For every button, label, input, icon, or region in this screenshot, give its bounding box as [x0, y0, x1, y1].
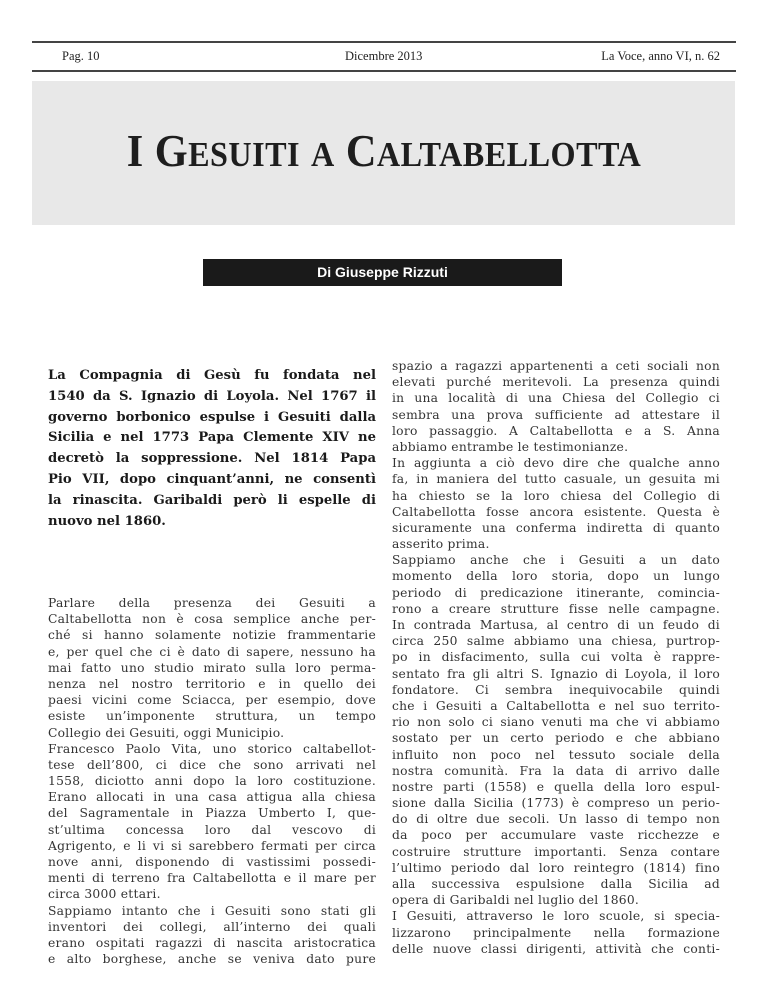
- text-line: momento della loro storia, dopo un lungo: [392, 569, 720, 584]
- text-line: decretò la soppressione. Nel 1814 Papa: [48, 451, 376, 467]
- text-line: rono a creare strutture fisse nelle campagne.: [392, 601, 720, 616]
- text-line: mai fatto uno studio mirato sulla loro perma-: [48, 660, 376, 675]
- text-line: st’ultima concessa loro dal vescovo di: [48, 822, 376, 837]
- text-line: circa 250 salme abbiamo una chiesa, purtrop-: [392, 634, 720, 649]
- text-line: l’ultimo periodo dal loro reintegro (1814) fino: [392, 860, 720, 875]
- text-line: nostra comunità. Fra la data di arrivo dalle: [392, 763, 720, 778]
- text-line: Sicilia e nel 1773 Papa Clemente XIV ne: [48, 430, 376, 446]
- text-line: delle nuove classi dirigenti, attività che conti-: [392, 941, 720, 956]
- text-line: in una località di una Chiesa del Collegio ci: [392, 391, 720, 406]
- lead-paragraph: [48, 366, 376, 532]
- title-word: A: [311, 135, 335, 174]
- text-line: Caltabellotta non è cosa semplice anche per-: [48, 612, 376, 627]
- text-line: sostato per un certo periodo e che abbiano: [392, 731, 720, 746]
- text-line: Francesco Paolo Vita, uno storico caltabellot-: [48, 741, 376, 756]
- text-line: I Gesuiti, attraverso le loro scuole, si specia-: [392, 909, 720, 924]
- text-line: alla successiva espulsione dalla Sicilia ad: [392, 877, 720, 891]
- text-line: lizzarono principalmente nella formazione: [392, 925, 720, 940]
- header-top-rule: [32, 41, 736, 43]
- text-line: Caltabellotta fosse ancora esistente. Questa è: [392, 504, 720, 519]
- issue-date: Dicembre 2013: [345, 49, 423, 63]
- text-line: circa 3000 ettari.: [48, 887, 161, 902]
- text-line: influito non poco nel tessuto sociale della: [392, 747, 720, 762]
- text-line: nuovo nel 1860.: [48, 513, 166, 529]
- text-line: La Compagnia di Gesù fu fondata nel: [48, 368, 376, 383]
- text-line: nenza nel nostro territorio e in quello dei: [48, 676, 376, 691]
- page-number: Pag. 10: [62, 49, 100, 63]
- article-title: [31, 124, 738, 177]
- text-line: ha chiesto se la loro chiesa del Collegio di: [392, 488, 720, 503]
- text-line: Collegio dei Gesuiti, oggi Municipio.: [48, 725, 285, 740]
- text-line: fondatore. Ci sembra inequivocabile quindi: [392, 682, 720, 697]
- body-column-left: [48, 595, 376, 967]
- text-line: abbiamo entrambe le testimonianze.: [392, 439, 629, 454]
- text-line: loro passaggio. A Caltabellotta e a S. Anna: [392, 423, 720, 438]
- text-line: fa, in maniera del tutto casuale, un gesuita mi: [392, 472, 720, 487]
- text-line: sembra una prova sufficiente ad attestare il: [392, 407, 720, 422]
- text-line: la rinascita. Garibaldi però li espelle di: [48, 492, 376, 508]
- text-line: In aggiunta a ciò devo dire che qualche anno: [392, 456, 720, 471]
- text-line: elevati purché meritevoli. La presenza quindi: [392, 375, 720, 390]
- text-line: e alto borghese, anche se veniva dato pure: [48, 952, 376, 967]
- text-line: 1558, diciotto anni dopo la loro costituzione.: [48, 774, 376, 789]
- header-bottom-rule: [32, 70, 736, 72]
- text-line: Parlare della presenza dei Gesuiti a: [48, 596, 376, 610]
- text-line: tese dell’800, ci dice che sono arrivati nel: [48, 757, 376, 772]
- text-line: Erano allocati in una casa attigua alla chiesa: [48, 790, 376, 805]
- text-line: asserito prima.: [392, 537, 490, 552]
- text-line: paesi vicini come Sciacca, per esempio, dove: [48, 693, 376, 708]
- text-line: erano ospitati ragazzi di nascita aristocratica: [48, 935, 376, 950]
- title-word: CALTABELLOTTA: [345, 125, 642, 176]
- text-line: do di oltre due secoli. Un lasso di tempo non: [392, 812, 720, 827]
- text-line: In contrada Martusa, al centro di un feudo di: [392, 618, 720, 632]
- author-byline: Di Giuseppe Rizzuti: [203, 259, 562, 286]
- text-line: inventori dei collegi, all’interno dei quali: [48, 919, 376, 934]
- text-line: esiste un’imponente struttura, un tempo: [48, 709, 376, 724]
- text-line: ché si hanno solamente notizie frammentarie: [48, 628, 376, 643]
- text-line: governo borbonico espulse i Gesuiti dalla: [48, 409, 376, 425]
- text-line: del Sagramentale in Piazza Umberto I, que-: [48, 806, 376, 821]
- text-line: Pio VII, dopo cinquant’anni, ne consentì: [48, 471, 376, 487]
- text-line: Sappiamo anche che i Gesuiti a un dato: [392, 553, 720, 568]
- title-word: I: [126, 125, 144, 176]
- text-line: po in disfacimento, sulla cui volta è rappre-: [392, 650, 720, 665]
- text-line: spazio a ragazzi appartenenti a ceti sociali non: [392, 359, 720, 373]
- title-word: GESUITI: [154, 125, 301, 176]
- text-line: nove anni, disponendo di vastissimi possedi-: [48, 855, 376, 869]
- text-line: periodo di predicazione itinerante, comincia-: [392, 585, 720, 600]
- text-line: sicuramente una conferma indiretta di quanto: [392, 520, 720, 535]
- text-line: 1540 da S. Ignazio di Loyola. Nel 1767 il: [48, 388, 376, 404]
- text-line: sentato fra gli altri S. Ignazio di Loyola, il loro: [392, 666, 720, 681]
- text-line: Agrigento, e li vi si sarebbero fermati per circa: [48, 838, 376, 853]
- text-line: che i Gesuiti a Caltabellotta e nel suo territo-: [392, 698, 720, 713]
- text-line: costruire strutture importanti. Senza contare: [392, 844, 720, 859]
- body-column-right: [392, 358, 720, 957]
- text-line: nostre parti (1558) e quella della loro espul-: [392, 779, 720, 794]
- issue-info: La Voce, anno VI, n. 62: [601, 49, 720, 63]
- text-line: e, per quel che ci è dato di sapere, nessuno ha: [48, 644, 376, 659]
- text-line: sione dalla Sicilia (1773) è compreso un perio-: [392, 796, 720, 811]
- text-line: Sappiamo intanto che i Gesuiti sono stati gli: [48, 903, 376, 918]
- text-line: menti di terreno fra Caltabellotta e il mare per: [48, 871, 376, 886]
- text-line: da poco per accumulare vaste ricchezze e: [392, 828, 720, 843]
- text-line: opera di Garibaldi nel luglio del 1860.: [392, 893, 640, 908]
- text-line: rio non solo ci siano venuti ma che vi abbiamo: [392, 715, 720, 730]
